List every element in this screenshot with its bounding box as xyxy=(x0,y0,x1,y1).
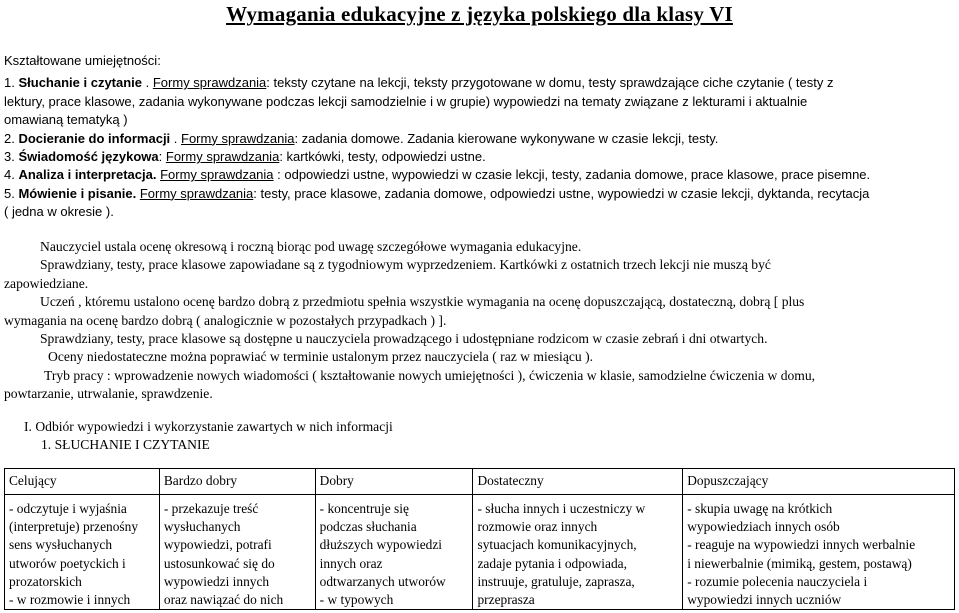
cell-line: utworów poetyckich i xyxy=(9,555,126,571)
cell-line: wysłuchanych xyxy=(163,519,241,535)
rule-paragraph-1: Nauczyciel ustala ocenę okresową i roczną biorąc pod uwagę szczegółowe wymagania edukacyjne. xyxy=(40,239,582,254)
cell-line: przeprasza xyxy=(477,592,535,608)
skill-5-forms-label: Formy sprawdzania xyxy=(139,185,254,201)
header-dostateczny: Dostateczny xyxy=(473,469,683,495)
cell-line: odtwarzanych utworów xyxy=(319,573,446,589)
skill-3-sep: : xyxy=(158,149,166,165)
cell-line: - reaguje na wypowiedzi innych werbalnie xyxy=(687,537,916,553)
skill-3 xyxy=(4,148,952,166)
skill-4-name: Analiza i interpretacja. xyxy=(18,167,157,183)
cell-line: - w rozmowie i innych xyxy=(9,592,131,608)
skill-3-name: Świadomość językowa xyxy=(18,149,159,165)
requirements-table xyxy=(4,468,955,610)
cell-line: - rozumie polecenia nauczyciela i xyxy=(687,573,868,589)
skill-5-line2: ( jedna w okresie ). xyxy=(4,204,114,220)
rule-paragraph-2-cont: zapowiedziane. xyxy=(4,275,89,291)
cell-line: rozmowie oraz innych xyxy=(477,519,598,535)
skill-5-number: 5. xyxy=(4,185,15,201)
skill-1 xyxy=(4,74,952,92)
rule-paragraph-6: Tryb pracy : wprowadzenie nowych wiadomości ( kształtowanie nowych umiejętności ), ćwiczenia w klasie, samodzielne ćwiczenia w domu, xyxy=(44,367,816,383)
skill-2 xyxy=(4,130,952,148)
cell-line: sens wysłuchanych xyxy=(9,537,113,553)
cell-line: wypowiedzi innych xyxy=(163,573,270,589)
skill-2-text: : zadania domowe. Zadania kierowane wykonywane w czasie lekcji, testy. xyxy=(294,130,719,146)
header-celujacy: Celujący xyxy=(5,469,160,495)
skill-2-name: Docieranie do informacji xyxy=(18,130,171,146)
table-header-row xyxy=(5,469,955,495)
rule-paragraph-5: Oceny niedostateczne można poprawiać w terminie ustalonym przez nauczyciela ( raz w miesiącu ). xyxy=(48,349,594,365)
skill-5-text-line1: : testy, prace klasowe, zadania domowe, odpowiedzi ustne, wypowiedzi w czasie lekcji, dyktanda, recytacja xyxy=(253,185,870,201)
table-row xyxy=(5,495,955,610)
cell-line: prozatorskich xyxy=(9,573,82,589)
cell-line: - odczytuje i wyjaśnia xyxy=(9,501,127,516)
cell-line: podczas słuchania xyxy=(319,519,417,535)
cell-line: wypowiedzi, potrafi xyxy=(163,537,272,553)
skills-heading: Kształtowane umiejętności: xyxy=(4,53,161,68)
header-dopuszczajacy: Dopuszczający xyxy=(683,469,955,495)
skill-5-name: Mówienie i pisanie. xyxy=(18,185,137,201)
skill-1-forms-label: Formy sprawdzania xyxy=(152,75,267,91)
cell-line: (interpretuje) przenośny xyxy=(9,519,139,535)
section-1-heading: 1. SŁUCHANIE I CZYTANIE xyxy=(41,437,210,453)
skill-3-number: 3. xyxy=(4,149,15,165)
skill-4 xyxy=(4,166,952,184)
skill-4-text: : odpowiedzi ustne, wypowiedzi w czasie lekcji, testy, zadania domowe, prace klasowe, prace pisemne. xyxy=(273,167,871,183)
cell-line: oraz nawiązać do nich xyxy=(163,592,284,608)
cell-line: zadaje pytania i odpowiada, xyxy=(477,555,627,571)
cell-line: ustosunkować się do xyxy=(163,555,275,571)
cell-line: - skupia uwagę na krótkich xyxy=(687,501,833,516)
cell-dopuszczajacy xyxy=(683,495,955,610)
skill-1-name: Słuchanie i czytanie xyxy=(18,75,143,91)
skill-1-line2: lektury, prace klasowe, zadania wykonywane podczas lekcji samodzielnie i w grupie) wypowiedzi na tematy związane z lekturami i aktualnie xyxy=(4,93,808,109)
section-headings xyxy=(4,418,952,455)
cell-line: innych oraz xyxy=(319,555,383,571)
cell-celujacy xyxy=(5,495,160,610)
document-title: Wymagania edukacyjne z języka polskiego dla klasy VI xyxy=(226,2,733,26)
skill-1-number: 1. xyxy=(4,75,15,91)
cell-line: - przekazuje treść xyxy=(163,501,259,516)
cell-line: dłuższych wypowiedzi xyxy=(319,537,442,553)
grading-rules xyxy=(4,238,952,404)
rule-paragraph-2: Sprawdziany, testy, prace klasowe zapowiadane są z tygodniowym wyprzedzeniem. Kartkówki z ostatnich trzech lekcji nie muszą być xyxy=(40,257,771,273)
header-bardzo-dobry: Bardzo dobry xyxy=(159,469,315,495)
skill-4-number: 4. xyxy=(4,167,15,183)
skill-5 xyxy=(4,185,952,203)
rule-paragraph-3: Uczeń , któremu ustalono ocenę bardzo dobrą z przedmiotu spełnia wszystkie wymagania na ocenę dopuszczającą, dostateczną, dobrą [ plus xyxy=(40,294,805,310)
cell-line: wypowiedziach innych osób xyxy=(687,519,840,535)
skill-1-line3: omawianą tematyką ) xyxy=(4,112,128,128)
skill-1-text-line1: : teksty czytane na lekcji, teksty przygotowane w domu, testy sprawdzające ciche czytanie ( testy z xyxy=(266,75,834,91)
skill-3-forms-label: Formy sprawdzania xyxy=(165,149,280,165)
skill-2-number: 2. xyxy=(4,130,15,146)
cell-line: sytuacjach komunikacyjnych, xyxy=(477,537,637,553)
skill-4-forms-label: Formy sprawdzania xyxy=(160,167,274,183)
rule-paragraph-4: Sprawdziany, testy, prace klasowe są dostępne u nauczyciela prowadzącego i udostępniane rodzicom w czasie zebrań i dni otwartych. xyxy=(40,331,768,347)
cell-line: instruuje, gratuluje, zaprasza, xyxy=(477,573,635,589)
cell-bardzo-dobry xyxy=(159,495,315,610)
skills-section xyxy=(4,52,952,222)
cell-dostateczny xyxy=(473,495,683,610)
skill-1-sep: . xyxy=(142,75,153,91)
section-i-heading: I. Odbiór wypowiedzi i wykorzystanie zawartych w nich informacji xyxy=(24,419,393,434)
skill-2-sep: . xyxy=(170,130,182,146)
cell-line: i niewerbalnie (mimiką, gestem, postawą) xyxy=(687,555,912,571)
rule-paragraph-3-cont: wymagania na ocenę bardzo dobrą ( analogicznie w pozostałych przypadkach ) ]. xyxy=(4,312,447,328)
cell-dobry xyxy=(315,495,473,610)
cell-line: - koncentruje się xyxy=(319,501,409,516)
cell-line: wypowiedzi innych uczniów xyxy=(687,592,842,608)
skill-2-forms-label: Formy sprawdzania xyxy=(181,130,295,146)
cell-line: - w typowych xyxy=(319,592,394,608)
header-dobry: Dobry xyxy=(315,469,473,495)
rule-paragraph-6-cont: powtarzanie, utrwalanie, sprawdzenie. xyxy=(4,386,213,402)
skill-3-text: : kartkówki, testy, odpowiedzi ustne. xyxy=(279,149,486,165)
cell-line: - słucha innych i uczestniczy w xyxy=(477,501,646,516)
